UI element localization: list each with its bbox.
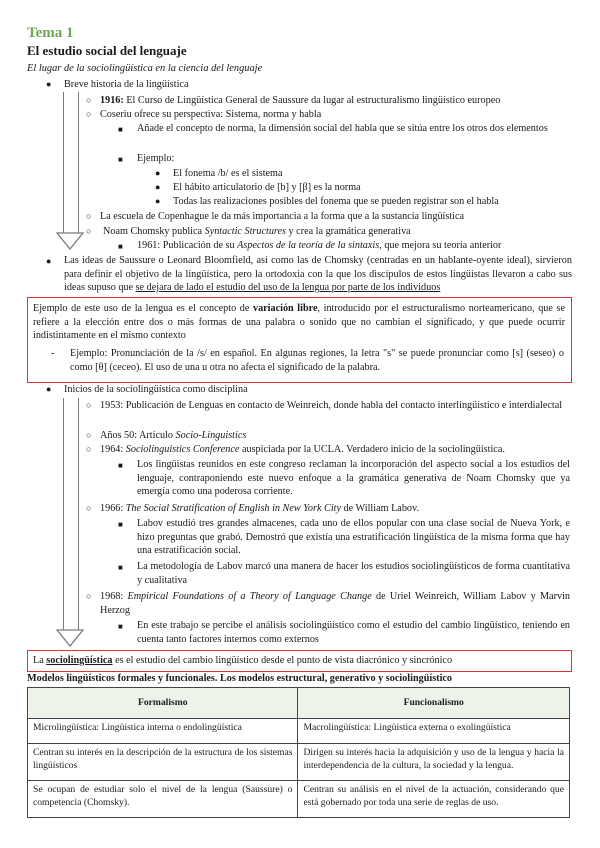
item-labov-1: Labov estudió tres grandes almacenes, cada uno de ellos popular con una clase social de Nueva York, e hizo preguntas que grabó. Demostró que existía una estratificación lingüística de la misma forma que hay una estratificación social. [137,518,570,557]
bullet-circle: ○ [86,211,92,221]
timeline-arrow-2 [63,398,79,632]
item-1916: 1916: El Curso de Lingüística General de Saussure da lugar al estructuralismo lingüístico europeo [100,95,501,106]
table-cell: Macrolingüística: Lingüística externa o exolingüística [298,719,570,744]
page-title: Tema 1 [27,25,74,41]
timeline-arrow-1 [63,92,79,235]
section-subheading: El lugar de la sociolingüística en la ciencia del lenguaje [27,63,263,74]
item-labov-2: La metodología de Labov marcó una manera de hacer los estudios sociolingüísticos de forma cuantitativa y cualitativa [137,561,570,586]
inicios-label: Inicios de la sociolingüística como disciplina [64,384,248,395]
section-heading: El estudio social del lenguaje [27,43,187,58]
variation-intro: Ejemplo de este uso de la lengua es el concepto de variación libre, introducido por el estructuralismo norteamericano, que se refiere a la elección entre dos o más formas de una palabra o sonido que no cambian el significado, y que puede ocurrir indistintamente en el mismo contexto [33,303,565,342]
header-formalismo: Formalismo [28,688,298,719]
models-table [27,687,570,818]
bullet-dot: ● [46,256,52,266]
sociolinguistics-definition: La sociolingüística es el estudio del cambio lingüístico desde el punto de vista diacrónico y sincrónico [33,655,453,666]
bullet-dot: ● [46,384,52,394]
item-1964: 1964: Sociolinguistics Conference auspiciada por la UCLA. Verdadero inicio de la sociolingüística. [100,444,505,455]
bullet-dot: ● [155,196,161,206]
table-cell: Centran su análisis en el nivel de la actuación, considerando que está gobernado por toda una serie de reglas de uso. [298,781,570,818]
dash-marker: - [51,348,55,359]
table-cell: Dirigen su interés hacia la adquisición y uso de la lengua y hacia la interdependencia de la cultura, la sociedad y la lengua. [298,744,570,781]
bullet-square: ■ [118,622,123,631]
bullet-dot: ● [46,79,52,89]
bullet-square: ■ [118,563,123,572]
item-ejemplo: Ejemplo: [137,153,175,164]
item-1966: 1966: The Social Stratification of English in New York City de William Labov. [100,503,419,514]
bullet-square: ■ [118,155,123,164]
bullet-circle: ○ [86,226,92,236]
bullet-circle: ○ [86,430,92,440]
table-cell: Se ocupan de estudiar solo el nivel de la lengua (Saussure) o competencia (Chomsky). [28,781,298,818]
bullet-circle: ○ [86,400,92,410]
bullet-dot: ● [155,168,161,178]
bullet-square: ■ [118,125,123,134]
history-label: Breve historia de la lingüística [64,79,189,90]
item-saussure: Las ideas de Saussure o Leonard Bloomfield, así como las de Chomsky (centradas en un hablante-oyente ideal), sirvieron para definir el objetivo de la lingüística, pero la ortodoxia con la que los discípulos de estos lingüistas llevaron a cabo sus ideas supuso que se dejara de lado el estudio del uso de la lengua por parte de los individuos [64,255,572,294]
header-funcionalismo: Funcionalismo [298,688,570,719]
item-chomsky: Noam Chomsky publica Syntactic Structures y crea la gramática generativa [103,226,411,237]
item-anos50: Años 50: Artículo Socio-Linguistics [100,430,247,441]
models-title: Modelos lingüísticos formales y funcionales. Los modelos estructural, generativo y sociolingüístico [27,673,453,684]
item-1964-sub: Los lingüistas reunidos en este congreso reclaman la incorporación del aspecto social a los estudios del lenguaje, contraponiendo este nuevo enfoque a la gramática generativa de Noam Chomsky que ya emergía como una poderosa corriente. [137,459,570,498]
bullet-circle: ○ [86,109,92,119]
variation-example: Ejemplo: Pronunciación de la /s/ en español. En algunas regiones, la letra "s" se puede pronunciar como [s] (seseo) o como [θ] (ceceo). El uso de una u otra no afecta el significado de la palabra. [70,348,564,373]
table-row [28,719,570,744]
table-header-row [28,688,570,719]
table-cell: Centran su interés en la descripción de la estructura de los sistemas lingüísticos [28,744,298,781]
timeline-arrowhead-2 [56,629,84,647]
bullet-circle: ○ [86,444,92,454]
bullet-dot: ● [155,182,161,192]
table-cell: Microlingüística: Lingüística interna o endolingüística [28,719,298,744]
table-row [28,744,570,781]
bullet-square: ■ [118,242,123,251]
item-fonema: El fonema /b/ es el sistema [173,168,283,179]
bullet-square: ■ [118,520,123,529]
item-realizaciones: Todas las realizaciones posibles del fonema que se pueden registrar son el habla [173,196,499,207]
bullet-square: ■ [118,461,123,470]
item-1968: 1968: Empirical Foundations of a Theory of Language Change de Uriel Weinreich, William Labov y Marvin Herzog [100,591,570,616]
item-copenhague: La escuela de Copenhague le da más importancia a la forma que a la sustancia lingüística [100,211,465,222]
bullet-circle: ○ [86,95,92,105]
item-norma: Añade el concepto de norma, la dimensión social del habla que se sitúa entre los otros dos elementos [137,123,548,134]
item-1953: 1953: Publicación de Lenguas en contacto de Weinreich, donde habla del contacto interlingüístico e interdialectal [100,400,563,411]
timeline-arrowhead-1 [56,232,84,250]
bullet-circle: ○ [86,503,92,513]
item-habito: El hábito articulatorio de [b] y [β] es la norma [173,182,361,193]
item-1961: 1961: Publicación de su Aspectos de la teoría de la sintaxis, que mejora su teoría anterior [137,240,502,251]
table-row [28,781,570,818]
bullet-circle: ○ [86,591,92,601]
item-coseriu: Coseriu ofrece su perspectiva: Sistema, norma y habla [100,109,322,120]
item-1968-sub: En este trabajo se percibe el análisis sociolingüístico como el estudio del cambio lingüístico, teniendo en cuenta tanto factores internos como externos [137,620,570,645]
